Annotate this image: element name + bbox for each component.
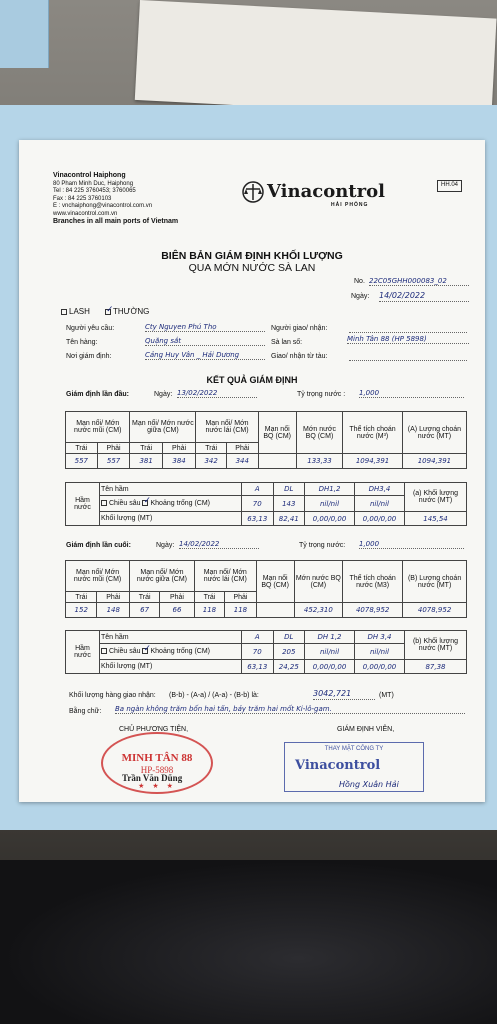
tank-name: DL <box>273 631 305 644</box>
table-cell: 0,00/0,00 <box>305 660 355 674</box>
tank-name: DH 1,2 <box>305 631 355 644</box>
tank-name: A <box>242 483 274 496</box>
goods-value: Quặng sắt <box>145 337 265 346</box>
tank-name-label: Tên hầm <box>100 483 242 496</box>
tank-name: DH 3,4 <box>355 631 405 644</box>
table-cell: 1094,391 <box>343 454 403 469</box>
barge-value: Minh Tân 88 (HP 5898) <box>347 335 469 344</box>
company-address: 80 Pham Minh Duc, Haiphong <box>53 180 134 187</box>
last-date-value: 14/02/2022 <box>179 540 259 549</box>
from-ship-line <box>349 360 467 361</box>
table-cell: 4078,952 <box>403 603 467 618</box>
trai-label: Trái <box>66 592 97 603</box>
last-date-label: Ngày: <box>156 542 175 549</box>
deliverer-line <box>349 332 467 333</box>
col-displacement-b: (B) Lượng choán nước (MT) <box>403 561 467 603</box>
stamp-stars: ★ ★ ★ <box>138 783 176 790</box>
depth-label: Chiều sâu <box>109 648 141 655</box>
table-cell: 66 <box>160 603 195 618</box>
last-draft-table <box>65 560 467 618</box>
table-cell: 381 <box>130 454 162 469</box>
col-mid: Mạn nổi/ Mớn nước giữa (CM) <box>130 412 196 443</box>
barge-label: Sà lan số: <box>271 339 303 346</box>
table-cell: nil/nil <box>305 496 355 512</box>
inspection-report-document <box>19 140 485 802</box>
weight-label: Khối lượng (MT) <box>100 660 242 674</box>
table-cell: nil/nil <box>355 644 405 660</box>
ullage-label: Khoảng trống (CM) <box>150 500 211 507</box>
last-values-row <box>66 603 467 618</box>
requester-label: Người yêu cầu: <box>66 325 115 332</box>
col-aft: Mạn nổi/ Mớn nước lái (CM) <box>196 412 258 443</box>
table-cell: 118 <box>225 603 257 618</box>
phai-label: Phải <box>162 443 196 454</box>
ullage-checkbox[interactable] <box>142 500 148 506</box>
dark-cloth <box>0 860 497 1024</box>
phai-label: Phải <box>160 592 195 603</box>
table-cell: 452,310 <box>294 603 343 618</box>
table-cell: 24,25 <box>273 660 305 674</box>
goods-label: Tên hàng: <box>66 339 98 346</box>
form-code: HH.04 <box>437 180 462 192</box>
table-cell: 63,13 <box>242 512 274 526</box>
table-cell: 384 <box>162 454 196 469</box>
depth-checkbox[interactable] <box>101 500 107 506</box>
surveyor-title: GIÁM ĐỊNH VIÊN, <box>337 726 395 733</box>
logo-subtext: HẢI PHÒNG <box>331 202 369 208</box>
company-name: Vinacontrol Haiphong <box>53 172 126 179</box>
surveyor-name: Hồng Xuân Hải <box>339 780 399 789</box>
depth-checkbox[interactable] <box>101 648 107 654</box>
cargo-weight-formula: (B-b) - (A-a) / (A-a) - (B-b) là: <box>169 692 259 699</box>
table-cell: 557 <box>66 454 98 469</box>
no-label: No. <box>354 278 365 285</box>
trai-label: Trái <box>130 592 160 603</box>
table-cell: 118 <box>194 603 224 618</box>
first-density-label: Tỷ trọng nước : <box>297 391 346 398</box>
table-cell: 205 <box>273 644 305 660</box>
deliverer-label: Người giao/ nhận: <box>271 325 328 332</box>
table-cell <box>258 454 296 469</box>
ballast-label: Hầm nước <box>66 483 100 526</box>
table-cell: 148 <box>97 603 130 618</box>
water-weight-b-label: (b) Khối lượng nước (MT) <box>405 631 467 660</box>
col-fwd: Mạn nổi/ Mớn nước mũi (CM) <box>66 412 130 443</box>
lash-label: LASH <box>69 307 90 316</box>
first-density-value: 1,000 <box>359 389 464 398</box>
table-cell: 63,13 <box>242 660 274 674</box>
cargo-weight-label: Khối lượng hàng giao nhận: <box>69 692 156 699</box>
tank-name: A <box>242 631 274 644</box>
table-cell: nil/nil <box>355 496 405 512</box>
company-fax: Fax : 84 225 3760103 <box>53 195 112 202</box>
tank-name-label: Tên hầm <box>100 631 242 644</box>
stamp-line1: MINH TÂN 88 <box>121 752 193 764</box>
table-cell: 557 <box>97 454 130 469</box>
trai-label: Trái <box>196 443 227 454</box>
table-cell: 4078,952 <box>343 603 403 618</box>
tank-name: DL <box>273 483 305 496</box>
table-cell: 0,00/0,00 <box>305 512 355 526</box>
company-branches: Branches in all main ports of Vietnam <box>53 218 179 226</box>
first-date-value: 13/02/2022 <box>177 389 257 398</box>
trai-label: Trái <box>130 443 162 454</box>
stamp-line2: HP-5898 <box>140 765 174 775</box>
stamp-logo: Vinacontrol <box>295 758 381 773</box>
trai-label: Trái <box>66 443 98 454</box>
col-fwd: Mạn nổi/ Mớn nước mũi (CM) <box>66 561 130 592</box>
table-cell: 0,00/0,00 <box>355 660 405 674</box>
ullage-label: Khoảng trống (CM) <box>150 648 211 655</box>
col-freeboard-avg: Mạn nổi BQ (CM) <box>258 412 296 454</box>
in-words-value: Ba ngàn không trăm bốn hai tấn, bảy trăm hai mốt Ki-lô-gam. <box>115 705 465 714</box>
col-displacement-volume: Thể tích choán nước (M³) <box>343 412 403 454</box>
phai-label: Phải <box>226 443 258 454</box>
in-words-label: Bằng chữ: <box>69 708 102 715</box>
doc-title-line2: QUA MỚN NƯỚC SÀ LAN <box>188 262 316 274</box>
thuong-label: THƯỜNG <box>113 307 150 316</box>
company-web: www.vinacontrol.com.vn <box>53 210 118 217</box>
owner-stamp <box>101 732 213 794</box>
table-cell: 342 <box>196 454 227 469</box>
cargo-weight-unit: (MT) <box>379 692 394 699</box>
phai-label: Phải <box>97 443 130 454</box>
location-label: Nơi giám định: <box>66 353 112 360</box>
owner-name: Trần Văn Dũng <box>122 773 183 783</box>
depth-label: Chiều sâu <box>109 500 141 507</box>
table-cell: 133,33 <box>296 454 343 469</box>
ullage-checkbox[interactable] <box>142 648 148 654</box>
type-thuong[interactable] <box>105 307 149 317</box>
requester-value: Cty Nguyen Phú Thọ <box>145 323 265 332</box>
date-value: 14/02/2022 <box>379 291 469 302</box>
table-cell: 67 <box>130 603 160 618</box>
lash-checkbox[interactable] <box>61 309 67 315</box>
type-lash[interactable] <box>61 307 90 317</box>
col-displacement-a: (A) Lượng choán nước (MT) <box>402 412 466 454</box>
no-value: 22C05GHH000083_02 <box>369 277 469 286</box>
col-draft-avg: Mớn nước BQ (CM) <box>296 412 343 454</box>
weight-label: Khối lượng (MT) <box>100 512 242 526</box>
date-label: Ngày: <box>351 293 370 300</box>
last-density-label: Tỷ trọng nước: <box>299 542 346 549</box>
table-cell: 0,00/0,00 <box>355 512 405 526</box>
folder-corner <box>0 0 49 68</box>
ballast-label: Hầm nước <box>66 631 100 674</box>
thuong-checkbox[interactable] <box>105 309 111 315</box>
from-ship-label: Giao/ nhận từ tàu: <box>271 353 328 360</box>
company-email: E : vnchaiphong@vinacontrol.com.vn <box>53 203 153 210</box>
doc-title-line1: BIÊN BẢN GIÁM ĐỊNH KHỐI LƯỢNG <box>161 250 343 262</box>
first-draft-table <box>65 411 467 469</box>
owner-title: CHỦ PHƯƠNG TIỆN, <box>119 726 189 733</box>
col-draft-avg: Mớn nước BQ (CM) <box>294 561 343 603</box>
phai-label: Phải <box>225 592 257 603</box>
table-cell: 152 <box>66 603 97 618</box>
first-values-row <box>66 454 467 469</box>
location-value: Cảng Huy Vân _ Hải Dương <box>145 351 265 360</box>
first-date-label: Ngày: <box>154 391 173 398</box>
table-cell: 82,41 <box>273 512 305 526</box>
col-freeboard-avg: Mạn nổi BQ (CM) <box>256 561 294 603</box>
cargo-weight-value: 3042,721 <box>313 689 375 700</box>
scale-icon <box>241 180 265 204</box>
tank-name: DH3,4 <box>355 483 405 496</box>
col-aft: Mạn nổi/ Mớn nước lái (CM) <box>194 561 256 592</box>
table-cell: 344 <box>226 454 258 469</box>
table-cell <box>256 603 294 618</box>
col-mid: Mạn nổi/ Mớn nước giữa (CM) <box>130 561 195 592</box>
logo-text: Vinacontrol <box>267 181 385 202</box>
stamp-top-text: THAY MẶT CÔNG TY <box>324 746 384 752</box>
last-ballast-table <box>65 630 467 674</box>
table-cell: 143 <box>273 496 305 512</box>
vinacontrol-logo <box>241 180 401 210</box>
table-cell: 70 <box>242 496 274 512</box>
water-weight-b-value: 87,38 <box>405 660 467 674</box>
company-tel: Tel : 84 225 3760453; 3760065 <box>53 188 136 195</box>
phai-label: Phải <box>97 592 130 603</box>
water-weight-a-label: (a) Khối lượng nước (MT) <box>405 483 467 512</box>
table-cell: nil/nil <box>305 644 355 660</box>
result-title: KẾT QUẢ GIÁM ĐỊNH <box>206 375 298 385</box>
last-survey-label: Giám định lần cuối: <box>66 542 131 549</box>
first-survey-label: Giám định lần đầu: <box>66 391 130 398</box>
trai-label: Trái <box>194 592 224 603</box>
water-weight-a-value: 145,54 <box>405 512 467 526</box>
last-density-value: 1,000 <box>359 540 464 549</box>
paper-stack <box>135 0 497 119</box>
table-cell: 1094,391 <box>402 454 466 469</box>
tank-name: DH1,2 <box>305 483 355 496</box>
col-displacement-volume: Thể tích choán nước (M3) <box>343 561 403 603</box>
first-ballast-table <box>65 482 467 526</box>
table-cell: 70 <box>242 644 274 660</box>
company-header <box>53 172 203 227</box>
